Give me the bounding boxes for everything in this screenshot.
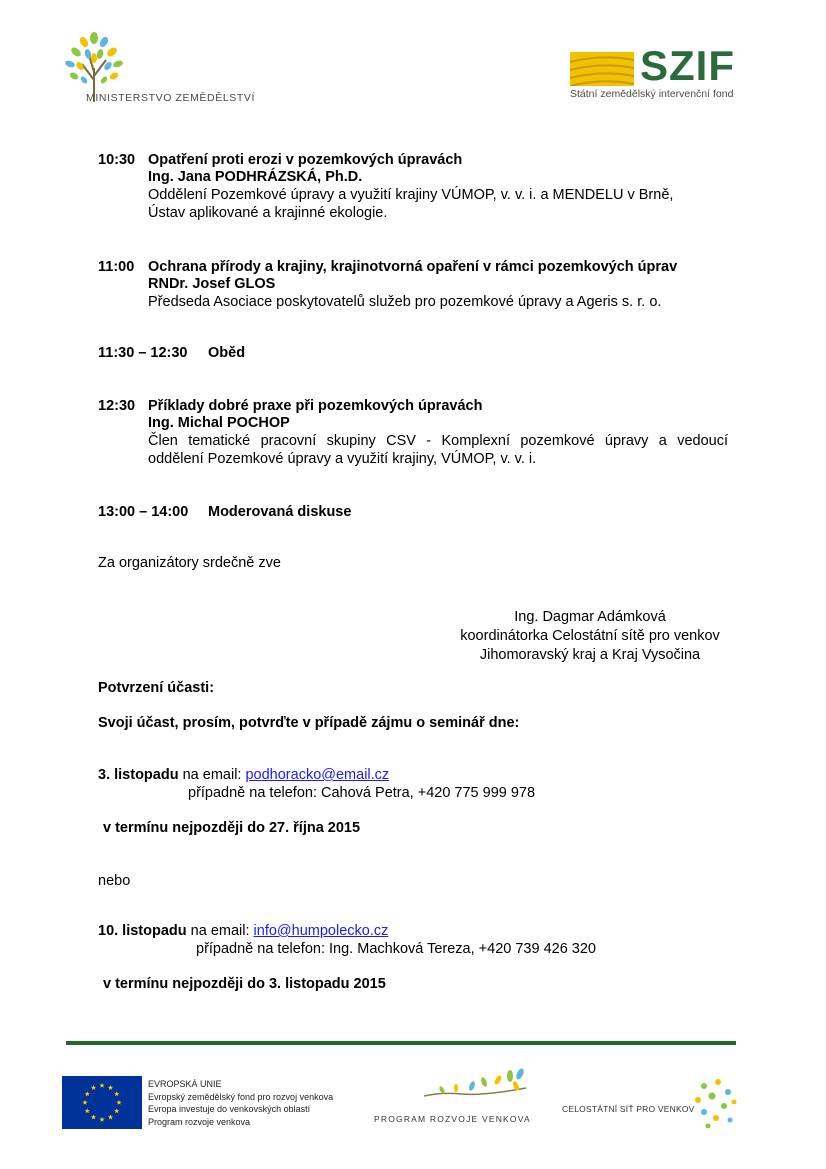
program-title: Ochrana přírody a krajiny, krajinotvorná opaření v rámci pozemkových úprav (148, 259, 678, 275)
eu-logo (62, 1076, 142, 1129)
szif-subtitle: Státní zemědělský intervenční fond (570, 88, 734, 100)
prv-logo (372, 1068, 532, 1128)
signature-region: Jihomoravský kraj a Kraj Vysočina (479, 647, 701, 663)
eu-flag-icon (62, 1076, 142, 1129)
invite-text: Za organizátory srdečně zve (98, 555, 281, 571)
program-time: 13:00 – 14:00 (98, 504, 189, 520)
szif-field-icon (570, 52, 634, 86)
eu-line: Evropský zemědělský fond pro rozvoj venkova (148, 1091, 334, 1102)
css-label: CELOSTÁTNÍ SÍŤ PRO VENKOV (562, 1104, 695, 1114)
program-time: 10:30 (98, 152, 136, 168)
program-speaker: Ing. Jana PODHRÁZSKÁ, Ph.D. (148, 169, 363, 185)
program-speaker: Ing. Michal POCHOP (148, 415, 290, 431)
eu-line: Evropa investuje do venkovských oblastí (148, 1104, 311, 1114)
program-title: Moderovaná diskuse (208, 504, 352, 520)
program-title: Opatření proti erozi v pozemkových úpravách (148, 152, 463, 168)
option-1-date: 3. listopadu (98, 767, 179, 783)
option-1-phone: případně na telefon: Cahová Petra, +420 775 999 978 (188, 785, 536, 801)
option-1-email-line (98, 766, 389, 784)
confirm-text: Svoji účast, prosím, potvrďte v případě zájmu o seminář dne: (98, 715, 520, 731)
confirm-heading: Potvrzení účasti: (98, 680, 215, 696)
option-2-deadline: v termínu nejpozději do 3. listopadu 2015 (103, 976, 386, 992)
footer-rule (66, 1041, 736, 1045)
prv-sprouts-icon (422, 1068, 532, 1104)
option-1-deadline: v termínu nejpozději do 27. října 2015 (103, 820, 361, 836)
eu-line: Program rozvoje venkova (148, 1116, 251, 1127)
program-desc: Předseda Asociace poskytovatelů služeb pro pozemkové úpravy a Ageris s. r. o. (148, 294, 662, 310)
or-text: nebo (98, 873, 131, 889)
program-desc: Člen tematické pracovní skupiny CSV - Komplexní pozemkové úpravy a vedoucí (148, 433, 728, 449)
eu-line: EVROPSKÁ UNIE (148, 1079, 222, 1089)
program-desc: Oddělení Pozemkové úpravy a využití krajiny VÚMOP, v. v. i. a MENDELU v Brně, (148, 187, 674, 203)
program-speaker: RNDr. Josef GLOS (148, 276, 276, 292)
css-logo (562, 1072, 752, 1132)
option-2-email-link[interactable]: info@humpolecko.cz (253, 923, 389, 939)
program-desc: oddělení Pozemkové úpravy a využití krajiny, VÚMOP, v. v. i. (148, 451, 537, 467)
program-desc: Ústav aplikované a krajinné ekologie. (148, 205, 388, 221)
option-1-email-link[interactable]: podhoracko@email.cz (245, 767, 390, 783)
szif-label: SZIF (640, 42, 735, 89)
szif-logo (570, 42, 770, 104)
signature-block (400, 608, 780, 665)
option-2-phone: případně na telefon: Ing. Machková Tereza, +420 739 426 320 (196, 941, 596, 957)
program-title: Příklady dobré praxe při pozemkových úpravách (148, 398, 483, 414)
option-1-email-label: na email: (178, 767, 246, 783)
option-2-email-line (98, 922, 388, 940)
eu-text-block (148, 1078, 333, 1128)
mz-logo (62, 28, 262, 110)
option-2-date: 10. listopadu (98, 923, 187, 939)
signature-name: Ing. Dagmar Adámková (514, 609, 666, 625)
program-time: 11:00 (98, 259, 135, 275)
prv-label: PROGRAM ROZVOJE VENKOVA (374, 1114, 531, 1124)
program-title: Oběd (208, 345, 246, 361)
mz-label: MINISTERSTVO ZEMĚDĚLSTVÍ (86, 92, 256, 104)
option-2-email-label: na email: (186, 923, 254, 939)
mz-tree-icon (62, 28, 126, 102)
program-time: 12:30 (98, 398, 136, 414)
css-network-icon (690, 1076, 740, 1132)
program-time: 11:30 – 12:30 (98, 345, 188, 361)
signature-role: koordinátorka Celostátní sítě pro venkov (460, 628, 720, 644)
